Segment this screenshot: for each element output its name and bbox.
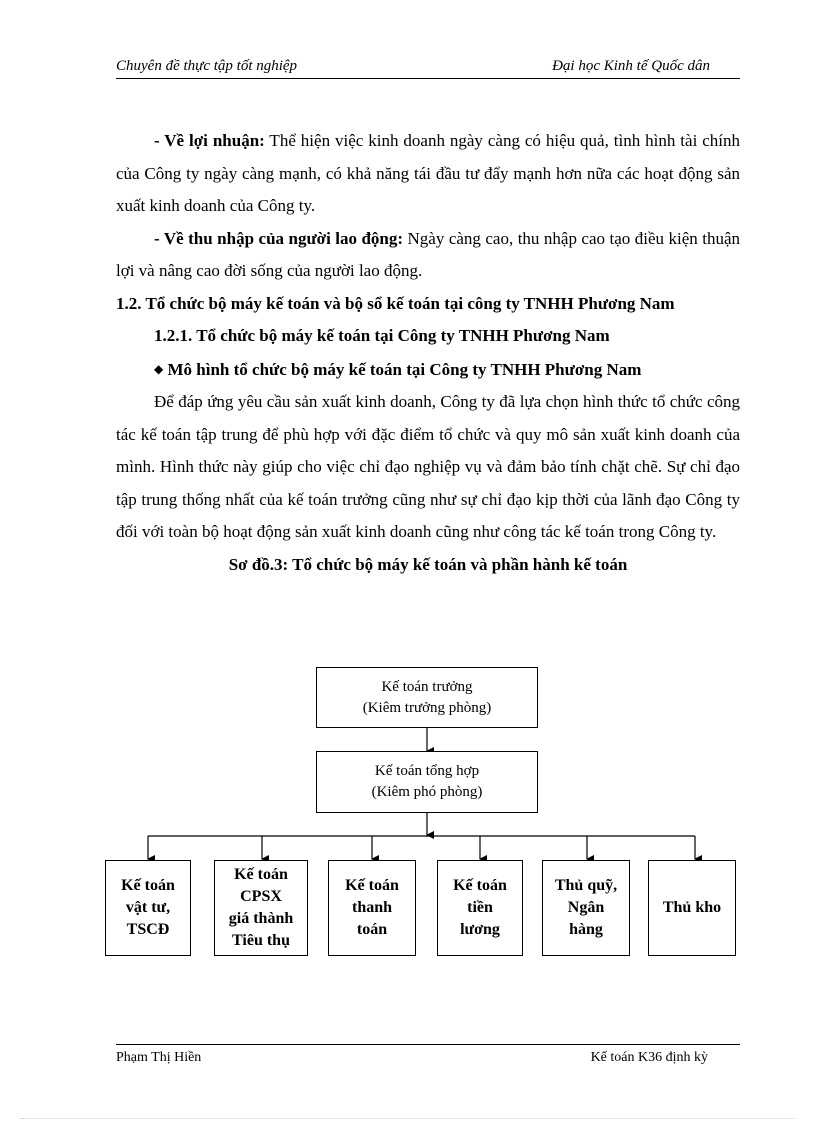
footer-class: Kế toán K36 định kỳ — [590, 1050, 708, 1065]
dept-4-line-2: tiền — [467, 899, 493, 916]
dept-4-line-1: Kế toán — [453, 877, 507, 894]
dept-box-costing — [214, 860, 308, 956]
dept-box-materials — [105, 860, 191, 956]
page-footer — [116, 1044, 740, 1071]
diamond-bullet-icon: ◆ — [154, 361, 164, 376]
footer-author: Phạm Thị Hiền — [116, 1050, 202, 1065]
chief-accountant-box — [316, 667, 538, 728]
bullet-heading — [116, 353, 740, 387]
section-heading: 1.2. Tổ chức bộ máy kế toán và bộ sổ kế toán tại công ty TNHH Phương Nam — [116, 293, 675, 313]
income-text: Ngày càng cao, thu nhập cao tạo điều kiện thuận lợi và nâng cao đời sống của người lao động. — [116, 228, 741, 280]
dept-5-line-3: hàng — [569, 921, 603, 938]
subsection-heading: 1.2.1. Tổ chức bộ máy kế toán tại Công ty TNHH Phương Nam — [154, 326, 610, 345]
paragraph-model: Để đáp ứng yêu cầu sản xuất kinh doanh, Công ty đã lựa chọn hình thức tổ chức công tác kế toán tập trung để phù hợp với đặc điểm tổ chức và quy mô sản xuất kinh doanh của mình. Hình thức này giúp cho việc chỉ đạo nghiệp vụ và đảm bảo tính chặt chẽ. Sự chỉ đạo tập trung thống nhất của kế toán trưởng cũng như sự chỉ đạo kịp thời của lãnh đạo Công ty đối với toàn bộ hoạt động sản xuất kinh doanh cũng như công tác kế toán trong Công ty. — [116, 392, 740, 541]
dept-5-line-1: Thủ quỹ, — [554, 877, 618, 894]
general-accountant-box — [316, 751, 538, 813]
general-line2: (Kiêm phó phòng) — [371, 784, 483, 800]
header-left: Chuyên đề thực tập tốt nghiệp — [116, 58, 298, 74]
profit-label: - Về lợi nhuận: — [154, 131, 265, 150]
dept-3-line-2: thanh — [351, 899, 393, 916]
document-body — [116, 125, 740, 581]
dept-3-line-3: toán — [356, 921, 388, 938]
dept-6-line-1: Thủ kho — [662, 899, 722, 916]
dept-box-treasury — [542, 860, 630, 956]
page-header — [116, 56, 740, 79]
dept-3-line-1: Kế toán — [345, 877, 399, 894]
dept-2-line-3: giá thành — [228, 910, 294, 927]
page-bottom-divider — [20, 1118, 796, 1119]
dept-4-line-3: lương — [460, 921, 500, 938]
dept-1-line-1: Kế toán — [121, 877, 175, 894]
paragraph-profit — [116, 125, 740, 223]
dept-2-line-1: Kế toán — [234, 866, 288, 883]
dept-box-warehouse — [648, 860, 736, 956]
profit-text: Thể hiện việc kinh doanh ngày càng có hiệu quả, tình hình tài chính của Công ty ngày càng mạnh, có khả năng tái đầu tư đẩy mạnh hơn nữa các hoạt động sản xuất kinh doanh của Công ty. — [116, 131, 740, 215]
dept-box-payments — [328, 860, 416, 956]
dept-box-payroll — [437, 860, 523, 956]
dept-2-line-4: Tiêu thụ — [232, 932, 290, 949]
bullet-heading-text: Mô hình tổ chức bộ máy kế toán tại Công ty TNHH Phương Nam — [163, 359, 642, 379]
diagram-title: Sơ đồ.3: Tổ chức bộ máy kế toán và phần hành kế toán — [228, 554, 628, 574]
dept-2-line-2: CPSX — [240, 888, 282, 905]
header-right: Đại học Kinh tế Quốc dân — [552, 58, 710, 74]
income-label: - Về thu nhập của người lao động: — [154, 228, 404, 248]
dept-1-line-3: TSCĐ — [126, 921, 170, 938]
paragraph-income — [116, 223, 740, 288]
chief-line2: (Kiêm trưởng phòng) — [362, 699, 492, 716]
general-line1: Kế toán tổng hợp — [374, 763, 480, 779]
chief-line1: Kế toán trưởng — [381, 678, 473, 695]
dept-5-line-2: Ngân — [567, 899, 605, 916]
dept-1-line-2: vật tư, — [125, 899, 171, 916]
